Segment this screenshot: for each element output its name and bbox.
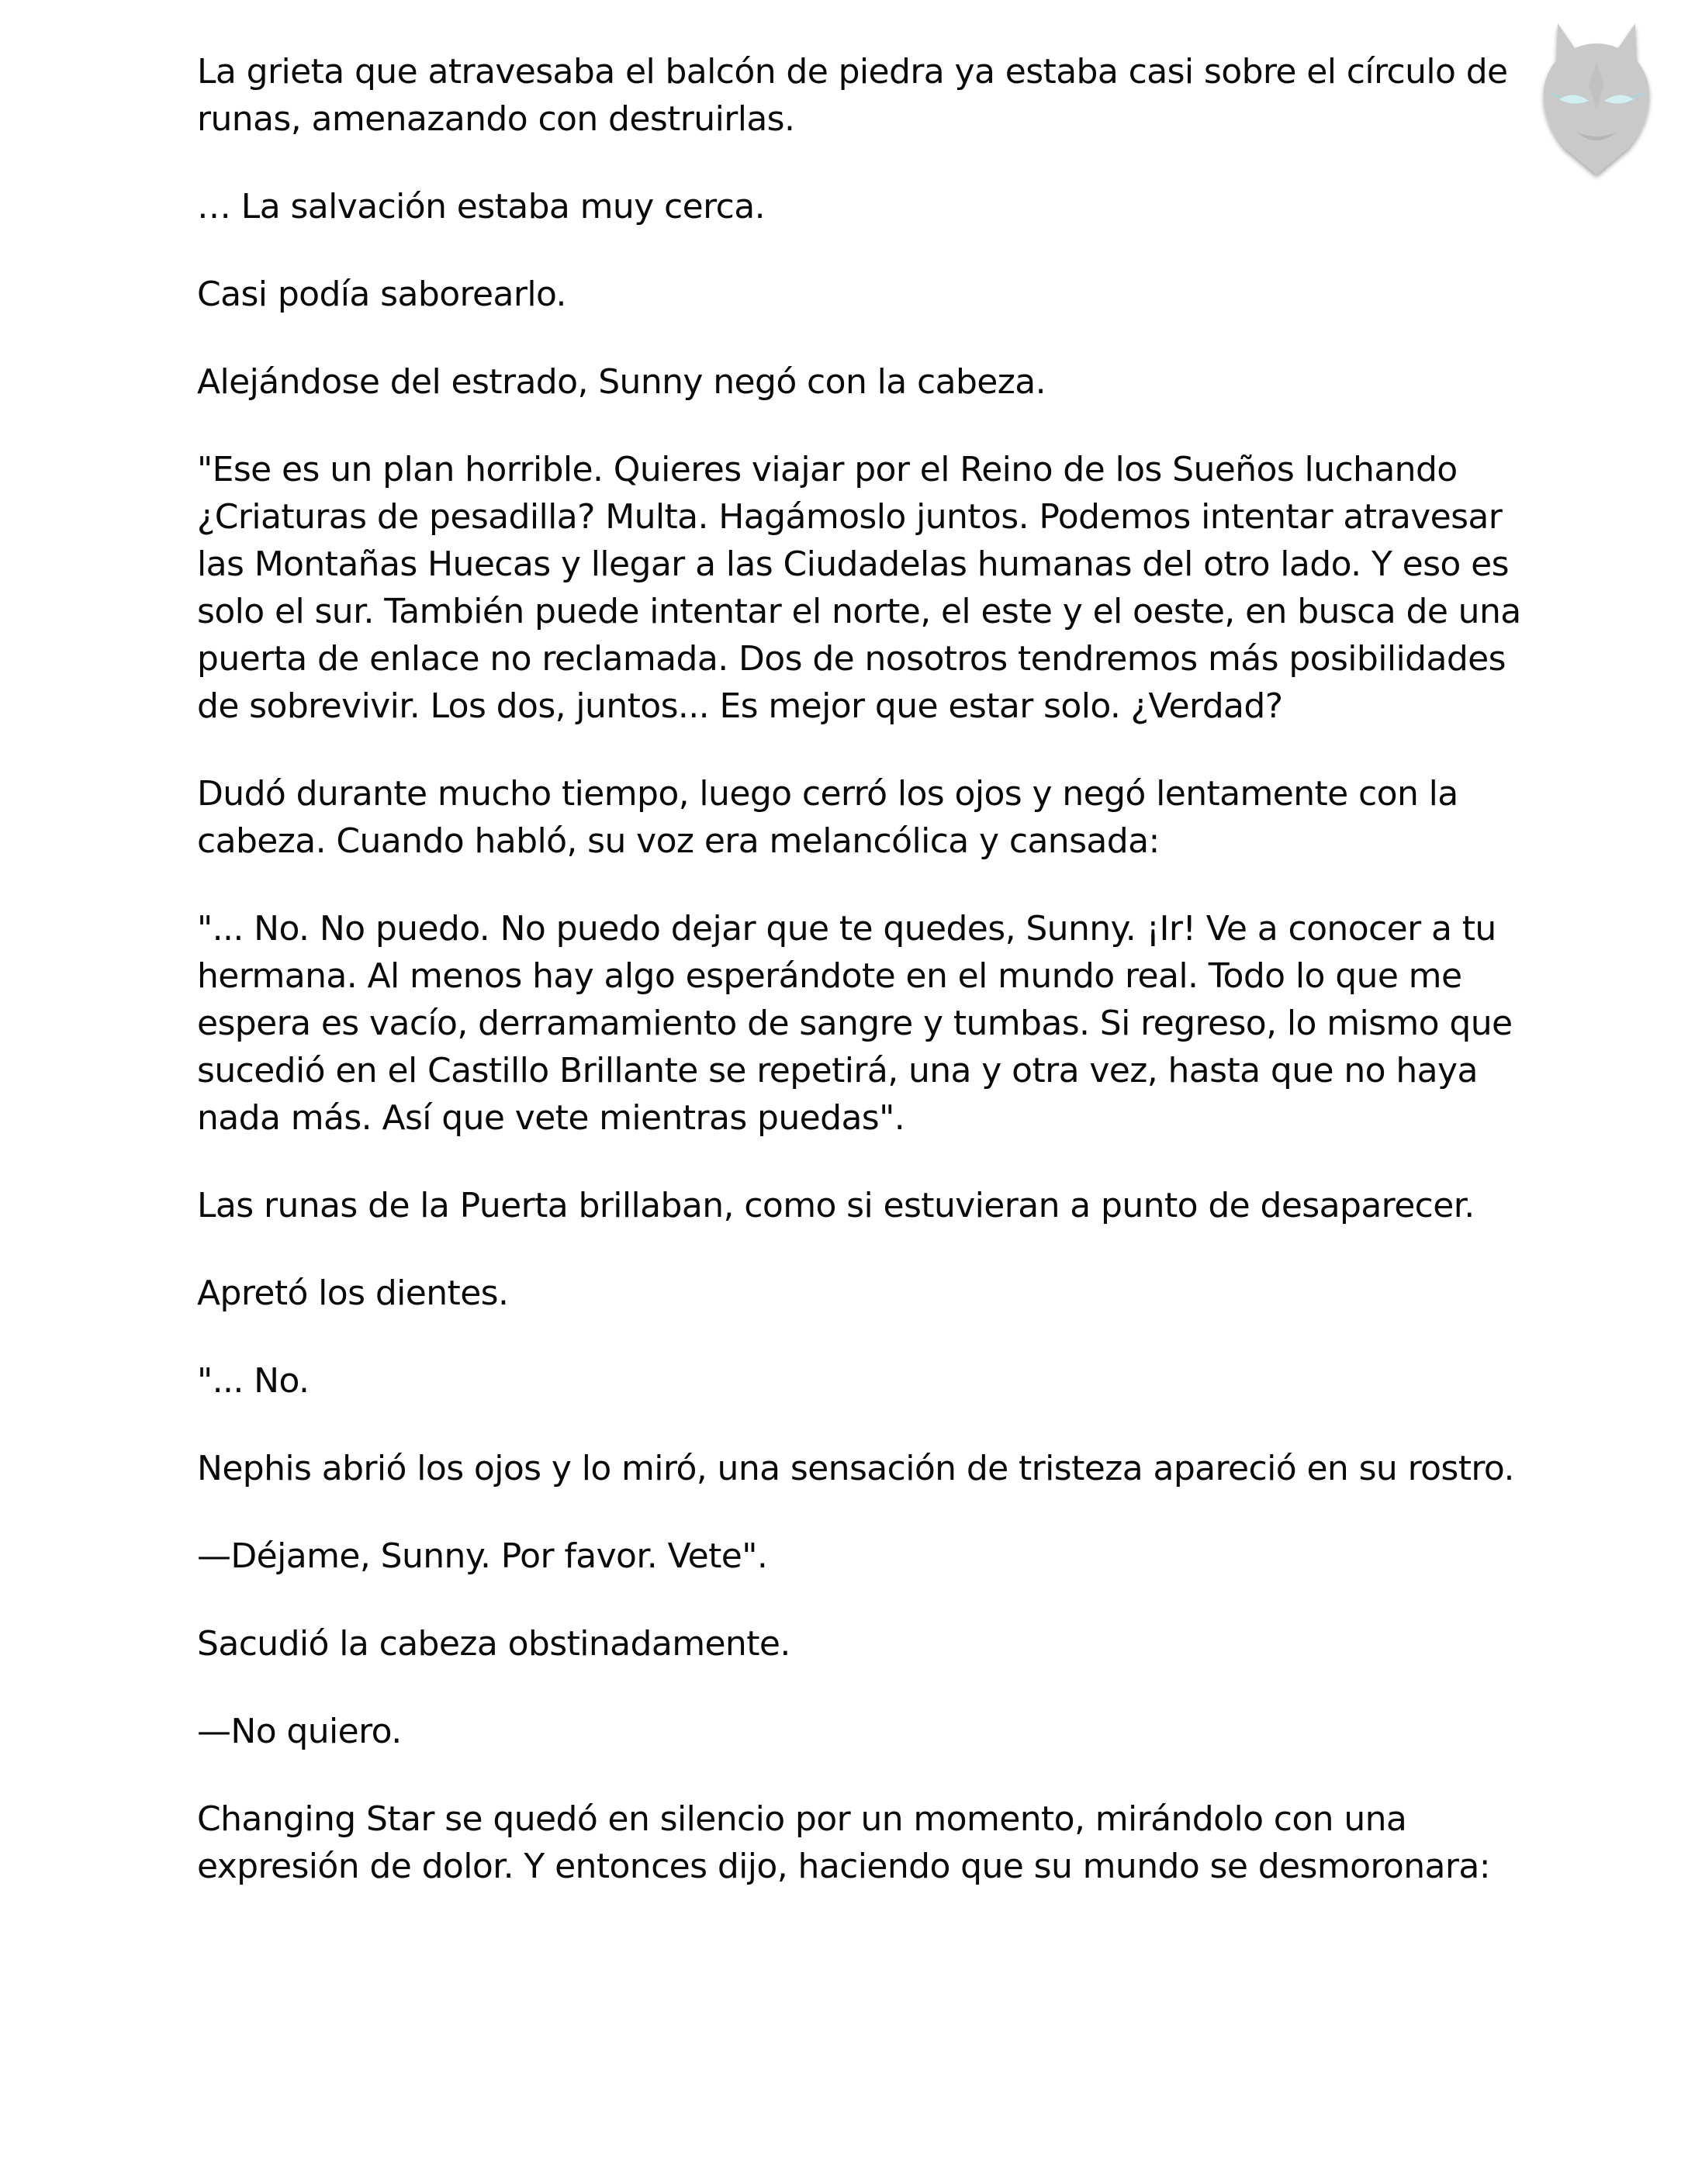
paragraph: "Ese es un plan horrible. Quieres viajar por el Reino de los Sueños luchando ¿Criaturas de pesadilla? Multa. Hagámoslo juntos. Podemos intentar atravesar las Montañas Huecas y llegar a las Ciudadelas humanas del otro lado. Y eso es solo el sur. También puede intentar el norte, el este y el oeste, en busca de una puerta de enlace no reclamada. Dos de nosotros tendremos más posibilidades de sobrevivir. Los dos, juntos... Es mejor que estar solo. ¿Verdad? xyxy=(197,450,1521,726)
paragraph: Las runas de la Puerta brillaban, como si estuvieran a punto de desaparecer. xyxy=(197,1186,1475,1225)
paragraph: —Déjame, Sunny. Por favor. Vete". xyxy=(197,1536,768,1576)
document-body xyxy=(197,48,1531,1930)
paragraph: Apretó los dientes. xyxy=(197,1273,509,1313)
paragraph: Sacudió la cabeza obstinadamente. xyxy=(197,1624,790,1664)
paragraph: Casi podía saborearlo. xyxy=(197,275,566,314)
paragraph: —No quiero. xyxy=(197,1712,402,1751)
paragraph: Changing Star se quedó en silencio por un momento, mirándolo con una expresión de dolor. Y entonces dijo, haciendo que su mundo se desmoronara: xyxy=(197,1799,1490,1886)
paragraph: "... No. No puedo. No puedo dejar que te quedes, Sunny. ¡Ir! Ve a conocer a tu hermana. Al menos hay algo esperándote en el mundo real. Todo lo que me espera es vacío, derramamiento de sangre y tumbas. Si regreso, lo mismo que sucedió en el Castillo Brillante se repetirá, una y otra vez, hasta que no haya nada más. Así que vete mientras puedas". xyxy=(197,909,1513,1138)
demon-head-icon xyxy=(1527,16,1666,186)
paragraph: … La salvación estaba muy cerca. xyxy=(197,187,765,226)
paragraph: "... No. xyxy=(197,1361,310,1401)
paragraph: La grieta que atravesaba el balcón de piedra ya estaba casi sobre el círculo de runas, amenazando con destruirlas. xyxy=(197,52,1508,139)
paragraph: Dudó durante mucho tiempo, luego cerró los ojos y negó lentamente con la cabeza. Cuando habló, su voz era melancólica y cansada: xyxy=(197,774,1458,861)
paragraph: Nephis abrió los ojos y lo miró, una sensación de tristeza apareció en su rostro. xyxy=(197,1449,1514,1488)
paragraph: Alejándose del estrado, Sunny negó con la cabeza. xyxy=(197,362,1046,402)
